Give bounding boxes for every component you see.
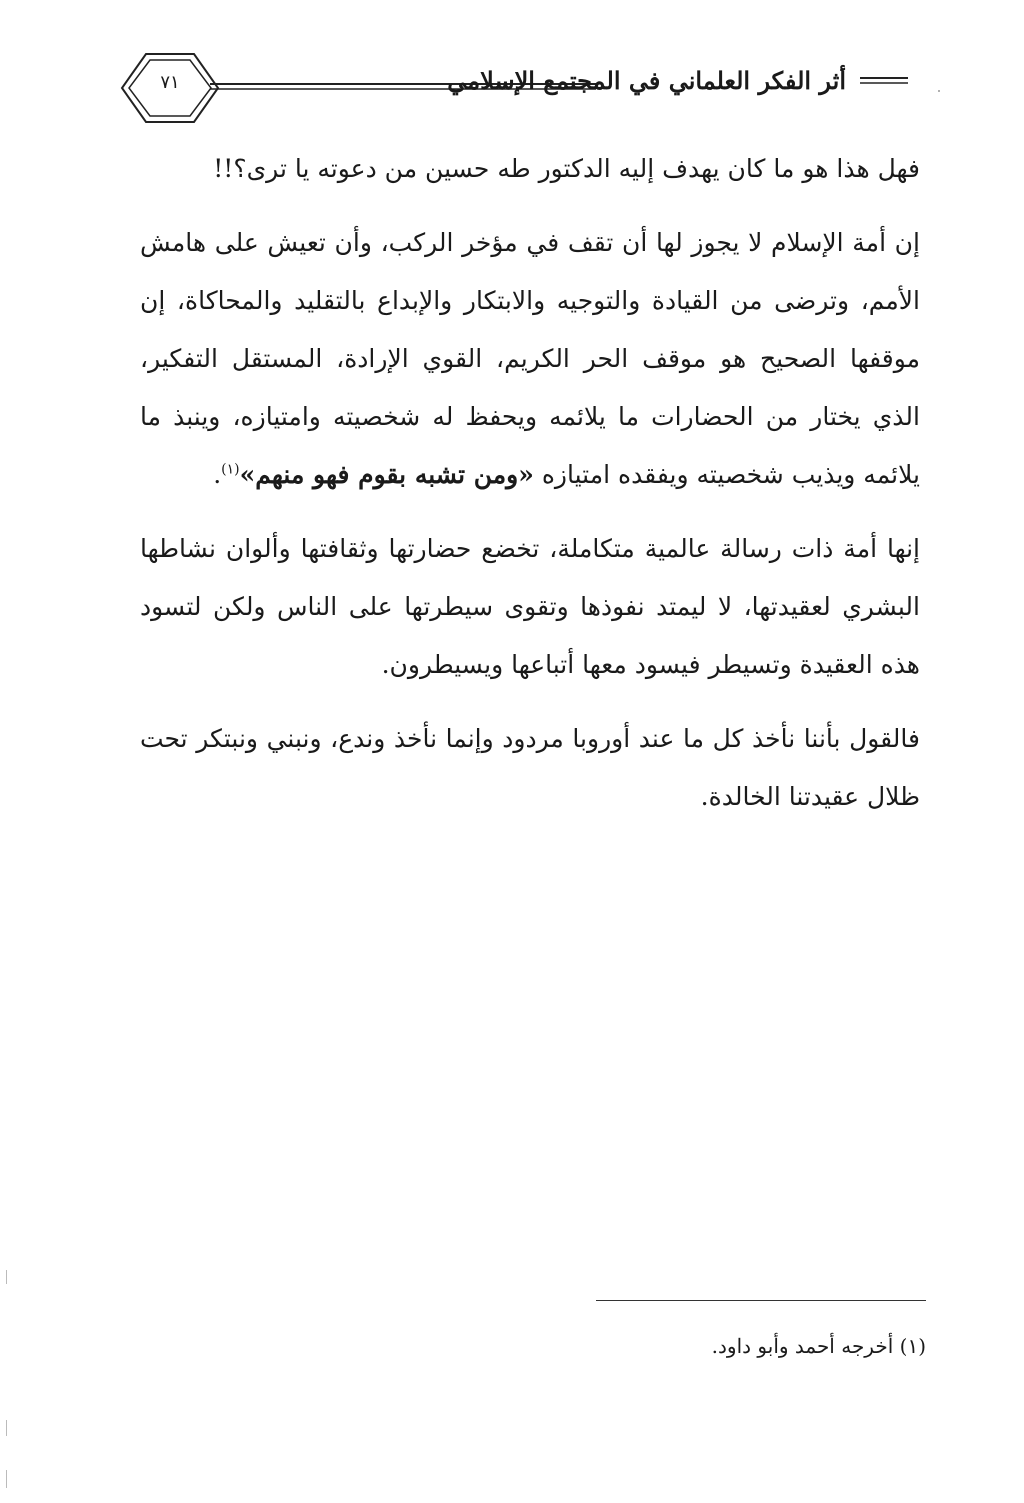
footnote-separator xyxy=(596,1300,926,1301)
scan-edge-mark xyxy=(6,1470,7,1488)
scan-speck xyxy=(938,90,940,92)
page-number: ٧١ xyxy=(160,72,180,93)
scan-edge-mark xyxy=(6,1420,7,1436)
main-text xyxy=(140,140,920,842)
paragraph-2-end: . xyxy=(213,460,222,489)
header-short-rule xyxy=(860,76,908,86)
paragraph-1: فهل هذا هو ما كان يهدف إليه الدكتور طه حسين من دعوته يا ترى؟!! xyxy=(213,154,920,183)
paragraph-2-text: إن أمة الإسلام لا يجوز لها أن تقف في مؤخر الركب، وأن تعيش على هامش الأمم، وترضى من القيادة والتوجيه والابتكار والإبداع بالتقليد والمحاكاة، إن موقفها الصحيح هو موقف الحر الكريم، القوي الإرادة، المستقل التفكير، الذي يختار من الحضارات ما يلائمه ويحفظ له شخصيته وامتيازه، وينبذ ما يلائمه ويذيب شخصيته ويفقده امتيازه xyxy=(140,228,920,489)
paragraph-2 xyxy=(140,214,920,504)
paragraph-4: فالقول بأننا نأخذ كل ما عند أوروبا مردود وإنما نأخذ وندع، ونبني ونبتكر تحت ظلال عقيدتنا الخالدة. xyxy=(140,724,920,811)
paragraph-3: إنها أمة ذات رسالة عالمية متكاملة، تخضع حضارتها وثقافتها وألوان نشاطها البشري لعقيدتها، لا ليمتد نفوذها وتقوى سيطرتها على الناس ولكن لتسود هذه العقيدة وتسيطر فيسود معها أتباعها ويسيطرون. xyxy=(140,534,920,679)
page-number-badge xyxy=(118,52,222,124)
hadith-quote: «ومن تشبه بقوم فهو منهم» xyxy=(239,460,534,489)
footnote: (١) أخرجه أحمد وأبو داود. xyxy=(711,1334,926,1358)
running-title: أثر الفكر العلماني في المجتمع الإسلامي xyxy=(447,66,846,95)
running-header xyxy=(118,52,908,128)
scan-edge-mark xyxy=(6,1270,7,1284)
footnote-reference: (١) xyxy=(221,461,240,478)
